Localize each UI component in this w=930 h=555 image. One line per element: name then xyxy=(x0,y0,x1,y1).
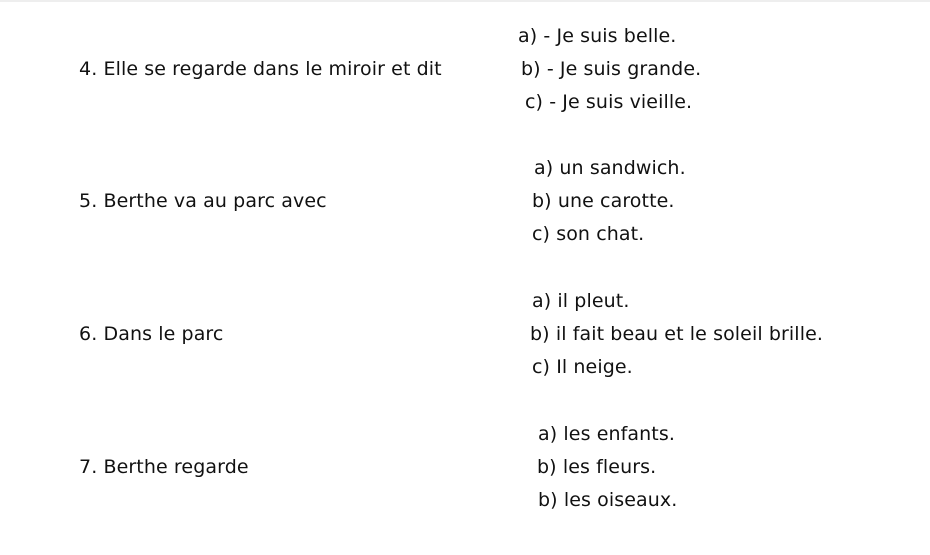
question-5-option-a: a) un sandwich. xyxy=(534,157,686,179)
question-6-option-a: a) il pleut. xyxy=(532,290,630,312)
question-5-option-c: c) son chat. xyxy=(532,223,645,245)
question-5-text: 5. Berthe va au parc avec xyxy=(79,190,327,212)
question-6-option-c: c) Il neige. xyxy=(532,356,633,378)
question-4-option-c: c) - Je suis vieille. xyxy=(525,91,693,113)
question-6-text: 6. Dans le parc xyxy=(79,323,224,345)
question-7-option-c: b) les oiseaux. xyxy=(538,489,678,511)
question-7-text: 7. Berthe regarde xyxy=(79,456,249,478)
question-4-text: 4. Elle se regarde dans le miroir et dit xyxy=(79,58,442,80)
question-6-option-b: b) il fait beau et le soleil brille. xyxy=(530,323,823,345)
question-4-option-a: a) - Je suis belle. xyxy=(518,25,677,47)
question-4-option-b: b) - Je suis grande. xyxy=(521,58,702,80)
top-divider xyxy=(0,0,930,2)
question-5-option-b: b) une carotte. xyxy=(532,190,675,212)
question-7-option-a: a) les enfants. xyxy=(538,423,675,445)
question-7-option-b: b) les fleurs. xyxy=(537,456,657,478)
